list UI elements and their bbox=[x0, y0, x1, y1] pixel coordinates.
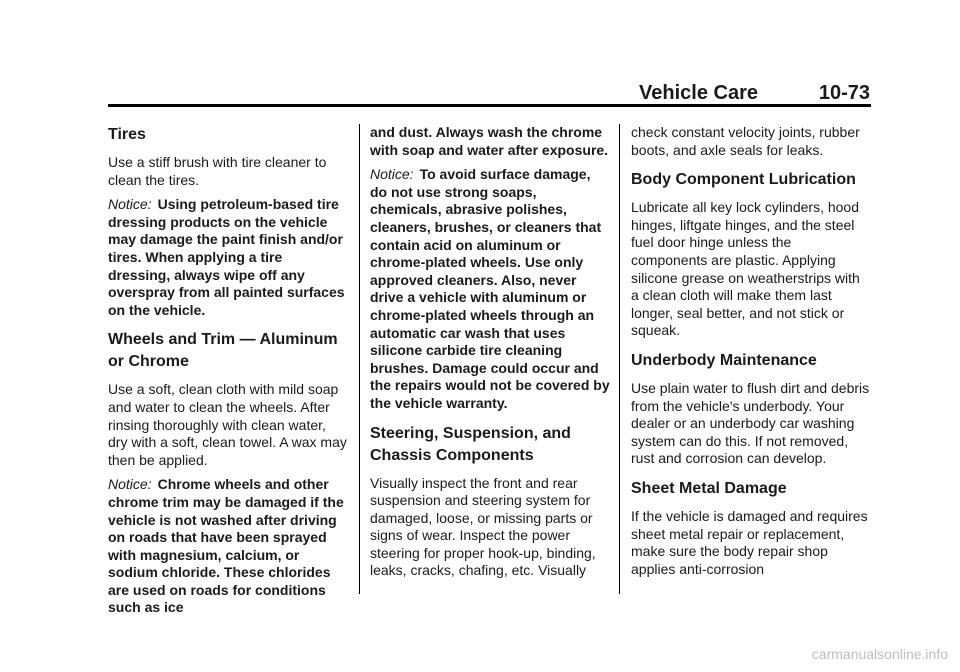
column-1 bbox=[108, 124, 348, 624]
tires-notice bbox=[108, 196, 348, 319]
column-divider-2 bbox=[619, 124, 620, 594]
steering-paragraph: Visually inspect the front and rear suspension and steering system for damaged, loose, or missing parts or signs of wear. Inspect the power steering for proper hook-up, binding, leaks, cracks, chafing, etc. Visually bbox=[370, 474, 596, 579]
page-number: 10-73 bbox=[818, 82, 870, 104]
sheet-metal-paragraph: If the vehicle is damaged and requires sheet metal repair or replacement, make sure the body repair shop applies anti-corrosion bbox=[631, 507, 868, 577]
column-divider-1 bbox=[359, 124, 360, 594]
wheels-notice bbox=[108, 476, 348, 617]
wheels-notice-text: Chrome wheels and other chrome trim may be damaged if the vehicle is not washed after driving on roads that have been sprayed with magnesium, calcium, or sodium chloride. These chlorides are used on roads for conditions such as ice bbox=[108, 476, 344, 616]
sheet-metal-heading: Sheet Metal Damage bbox=[631, 479, 787, 497]
section-title: Vehicle Care bbox=[639, 82, 758, 104]
watermark: carmanualsonline.info bbox=[811, 646, 948, 662]
header-rule bbox=[108, 104, 871, 107]
steering-heading: Steering, Suspension, and Chassis Components bbox=[370, 424, 571, 464]
wheels-heading: Wheels and Trim — Aluminum or Chrome bbox=[108, 331, 338, 371]
tires-notice-text: Using petroleum-based tire dressing products on the vehicle may damage the paint finish and/or tires. When applying a tire dressing, always wipe off any overspray from all painted surfaces on the vehicle. bbox=[108, 196, 345, 318]
underbody-heading: Underbody Maintenance bbox=[631, 351, 817, 369]
underbody-paragraph: Use plain water to flush dirt and debris from the vehicle's underbody. Your dealer or an underbody car washing system can do this. If not removed, rust and corrosion can develop. bbox=[631, 379, 870, 467]
surface-damage-notice bbox=[370, 166, 610, 412]
continued-notice-text: and dust. Always wash the chrome with soap and water after exposure. bbox=[370, 124, 609, 158]
continued-paragraph: check constant velocity joints, rubber boots, and axle seals for leaks. bbox=[631, 124, 860, 158]
notice-label: Notice: bbox=[108, 476, 152, 493]
column-3 bbox=[631, 124, 871, 585]
notice-label: Notice: bbox=[108, 196, 152, 213]
tires-heading: Tires bbox=[108, 126, 146, 143]
notice-label: Notice: bbox=[370, 166, 414, 183]
body-lubrication-heading: Body Component Lubrication bbox=[631, 171, 856, 189]
body-lubrication-paragraph: Lubricate all key lock cylinders, hood hinges, liftgate hinges, and the steel fuel door hinge unless the components are plastic. Applying silicone grease on weatherstrips with a clean cloth will make them last longer, seal better, and not stick or squeak. bbox=[631, 199, 860, 339]
tires-paragraph: Use a stiff brush with tire cleaner to clean the tires. bbox=[108, 154, 327, 188]
surface-damage-notice-text: To avoid surface damage, do not use strong soaps, chemicals, abrasive polishes, cleaners, brushes, or cleaners that contain acid on aluminum or chrome-plated wheels. Use only approved cleaners. Also, never drive a vehicle with aluminum or chrome-plated wheels through an automatic car wash that uses silicone carbide tire cleaning brushes. Damage could occur and the repairs would not be covered by the vehicle warranty. bbox=[370, 166, 610, 411]
column-2 bbox=[370, 124, 610, 587]
wheels-paragraph: Use a soft, clean cloth with mild soap and water to clean the wheels. After rinsing thoroughly with clean water, dry with a soft, clean towel. A wax may then be applied. bbox=[108, 381, 347, 468]
